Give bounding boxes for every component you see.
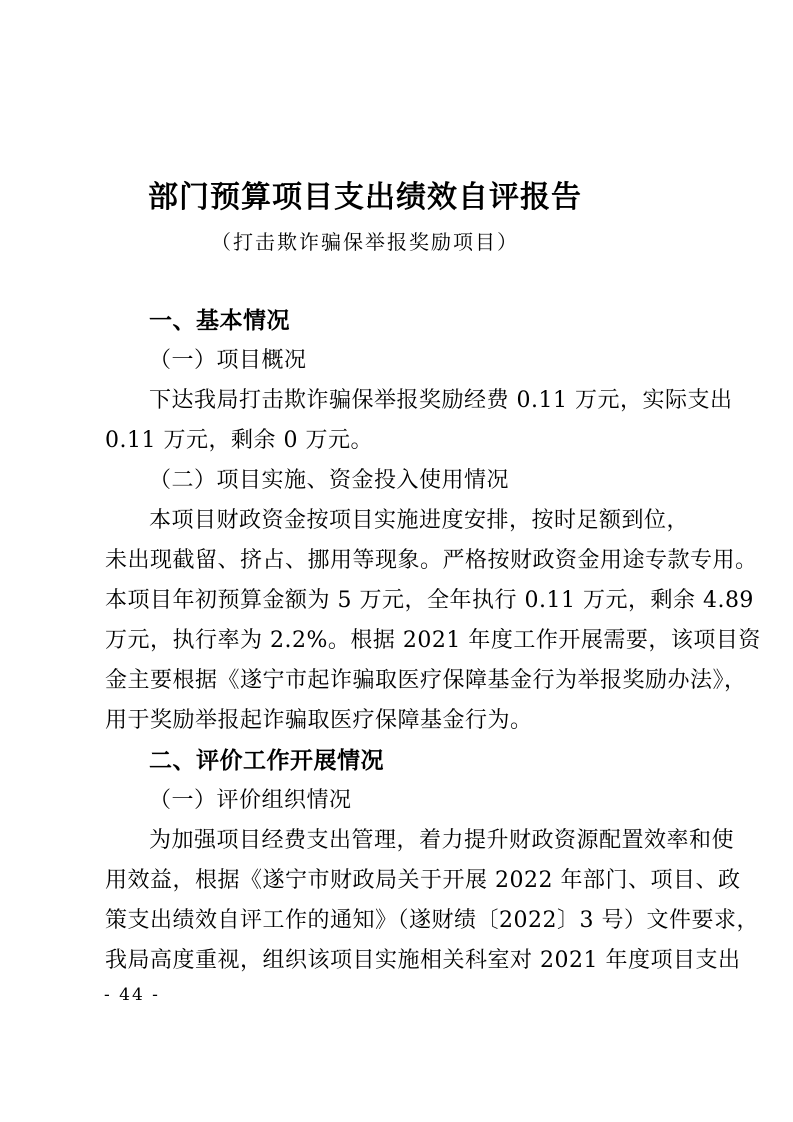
paragraph-line: 万元，执行率为 2.2%。根据 2021 年度工作开展需要，该项目资 — [105, 628, 761, 653]
paragraph-line: 未出现截留、挤占、挪用等现象。严格按财政资金用途专款专用。 — [105, 548, 758, 573]
section-heading — [105, 461, 717, 501]
paragraph-line: 用效益，根据《遂宁市财政局关于开展 2022 年部门、项目、政 — [105, 868, 741, 893]
paragraph-line: 本项目财政资金按项目实施进度安排，按时足额到位， — [149, 508, 690, 533]
paragraph-line: 我局高度重视，组织该项目实施相关科室对 2021 年度项目支出 — [105, 948, 741, 973]
section-heading — [105, 781, 717, 821]
paragraph-line: 策支出绩效自评工作的通知》（遂财绩〔2022〕3 号）文件要求， — [105, 908, 759, 933]
paragraph-line: 金主要根据《遂宁市起诈骗取医疗保障基金行为举报奖励办法》， — [105, 668, 747, 693]
section-heading — [105, 341, 717, 381]
heading-text: 一、基本情况 — [149, 308, 290, 334]
title-block — [105, 181, 625, 254]
paragraph-line: 用于奖励举报起诈骗取医疗保障基金行为。 — [105, 708, 533, 733]
heading-text: （一）项目概况 — [149, 348, 307, 373]
paragraph-line: 下达我局打击欺诈骗保举报奖励经费 0.11 万元，实际支出 — [149, 388, 733, 413]
document-subtitle: （打击欺诈骗保举报奖励项目） — [211, 230, 519, 254]
page-number: - 44 - — [104, 985, 160, 1005]
paragraph — [105, 501, 761, 741]
document-body — [105, 301, 761, 981]
section-heading — [105, 301, 717, 341]
section-heading — [105, 741, 717, 781]
heading-text: 二、评价工作开展情况 — [149, 748, 384, 774]
paragraph — [105, 381, 733, 461]
paragraph-line: 为加强项目经费支出管理，着力提升财政资源配置效率和使 — [149, 828, 735, 853]
paragraph-line: 0.11 万元，剩余 0 万元。 — [105, 428, 373, 453]
heading-text: （二）项目实施、资金投入使用情况 — [149, 468, 510, 493]
paragraph-line: 本项目年初预算金额为 5 万元，全年执行 0.11 万元，剩余 4.89 — [105, 588, 754, 613]
paragraph — [105, 821, 759, 981]
heading-text: （一）评价组织情况 — [149, 788, 352, 813]
document-title: 部门预算项目支出绩效自评报告 — [148, 180, 582, 215]
